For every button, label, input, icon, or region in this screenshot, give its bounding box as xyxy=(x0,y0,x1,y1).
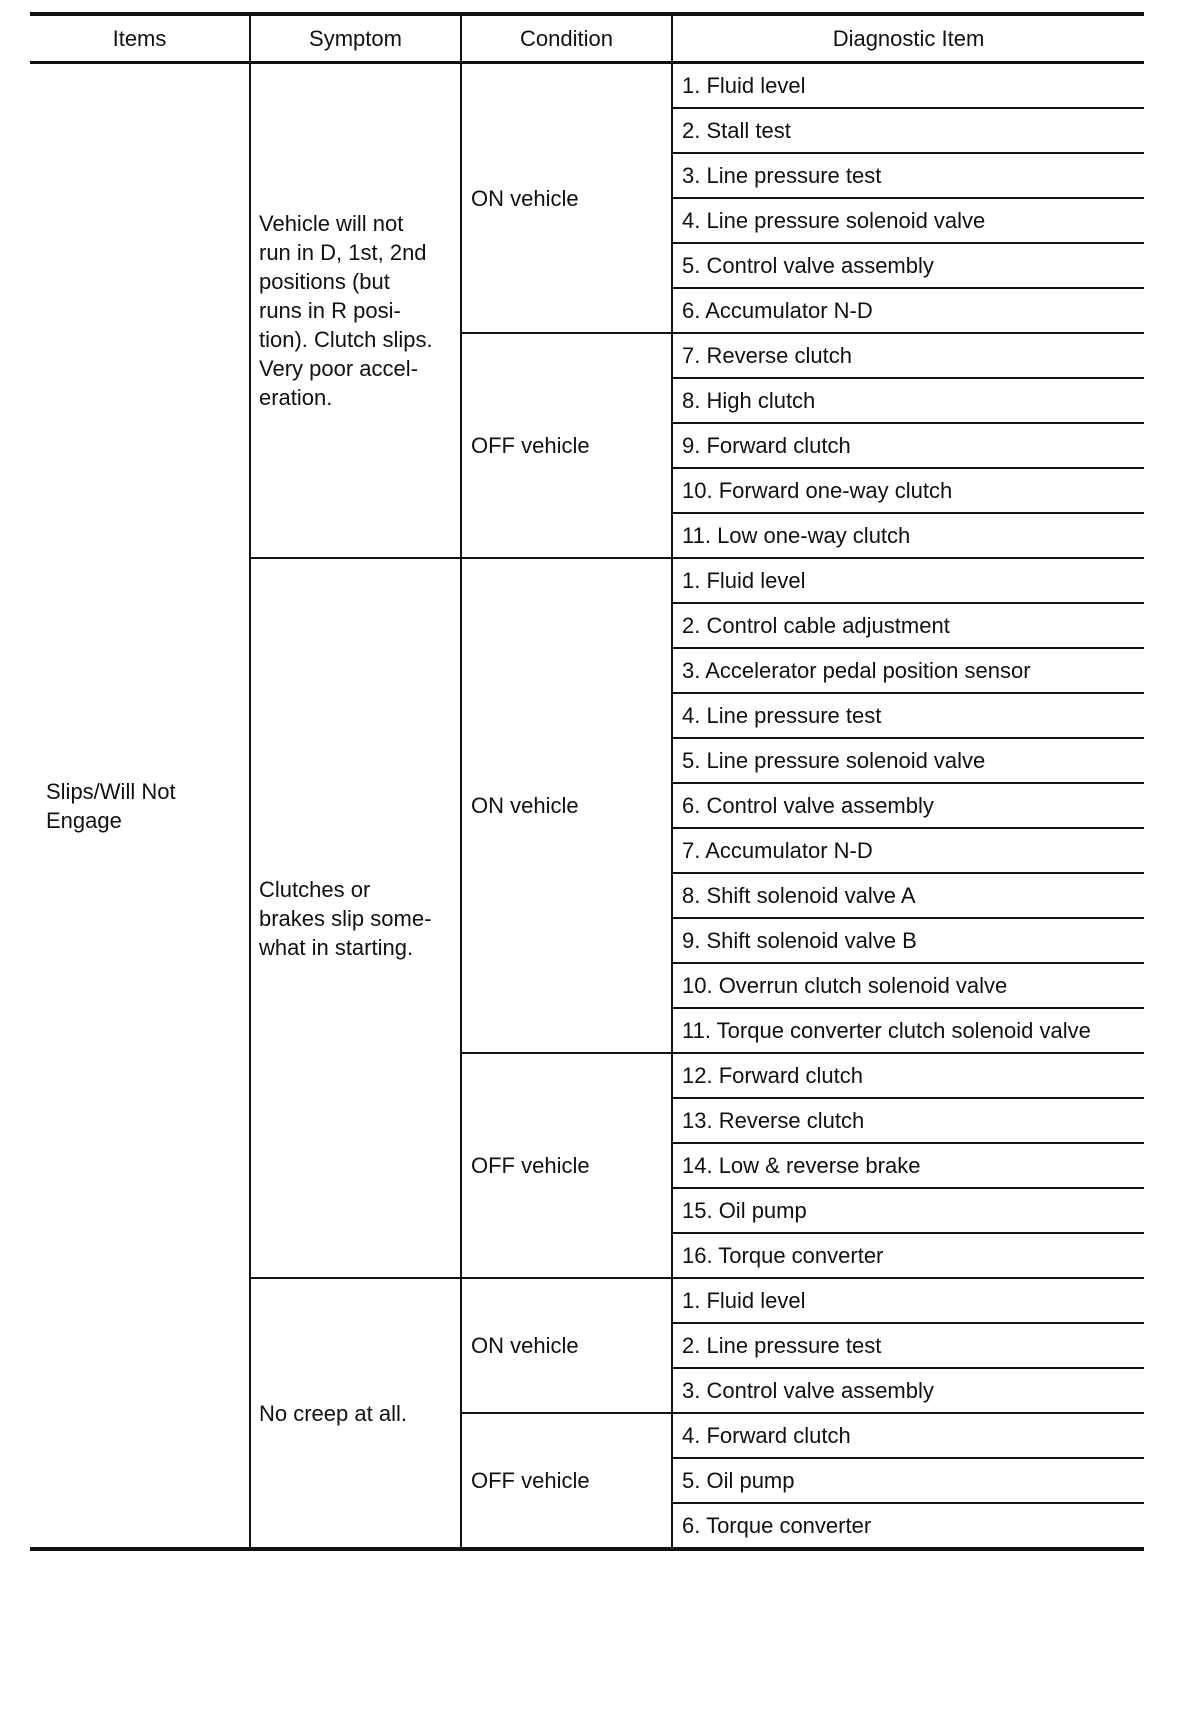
symptom-cell xyxy=(250,558,461,1278)
diagnostic-item-cell: 10. Overrun clutch solenoid valve xyxy=(672,963,1144,1008)
diagnostic-item-cell: 8. Shift solenoid valve A xyxy=(672,873,1144,918)
diagnostic-item-cell: 16. Torque converter xyxy=(672,1233,1144,1278)
diagnostic-item-cell: 15. Oil pump xyxy=(672,1188,1144,1233)
diagnostic-item-cell: 5. Line pressure solenoid valve xyxy=(672,738,1144,783)
diagnostic-item-cell: 7. Accumulator N-D xyxy=(672,828,1144,873)
diagnostic-item-cell: 3. Accelerator pedal position sensor xyxy=(672,648,1144,693)
symptom-line: runs in R posi- xyxy=(259,298,401,323)
diagnostic-item-cell: 2. Stall test xyxy=(672,108,1144,153)
header-condition: Condition xyxy=(461,14,672,63)
diagnostic-item-cell: 9. Forward clutch xyxy=(672,423,1144,468)
diagnostic-item-cell: 8. High clutch xyxy=(672,378,1144,423)
diagnostic-item-cell: 4. Forward clutch xyxy=(672,1413,1144,1458)
diagnostic-item-cell: 4. Line pressure test xyxy=(672,693,1144,738)
symptom-line: what in starting. xyxy=(259,934,414,960)
diagnostic-item-cell: 9. Shift solenoid valve B xyxy=(672,918,1144,963)
symptom-line: eration. xyxy=(259,385,333,410)
diagnostic-item-cell: 2. Control cable adjustment xyxy=(672,603,1144,648)
symptom-line: Very poor accel- xyxy=(259,356,418,381)
condition-cell: ON vehicle xyxy=(461,63,672,334)
header-row xyxy=(30,14,1144,63)
diagnostic-item-cell: 6. Accumulator N-D xyxy=(672,288,1144,333)
diagnostic-item-cell: 5. Oil pump xyxy=(672,1458,1144,1503)
symptom-cell xyxy=(250,63,461,559)
diagnostic-item-cell: 1. Fluid level xyxy=(672,1278,1144,1323)
symptom-line: tion). Clutch slips. xyxy=(259,327,433,352)
diagnostic-item-cell: 11. Low one-way clutch xyxy=(672,513,1144,558)
diagnostic-item-cell: 2. Line pressure test xyxy=(672,1323,1144,1368)
condition-cell: ON vehicle xyxy=(461,1278,672,1413)
condition-cell: OFF vehicle xyxy=(461,333,672,558)
diagnostic-item-cell: 6. Torque converter xyxy=(672,1503,1144,1549)
item-label: Slips/Will Not Engage xyxy=(46,778,176,833)
diagnostic-table xyxy=(30,12,1144,1551)
symptom-line: positions (but xyxy=(259,269,390,294)
condition-cell: ON vehicle xyxy=(461,558,672,1053)
diagnostic-item-cell: 12. Forward clutch xyxy=(672,1053,1144,1098)
diagnostic-item-cell: 13. Reverse clutch xyxy=(672,1098,1144,1143)
table-row xyxy=(30,63,1144,109)
diagnostic-item-cell: 10. Forward one-way clutch xyxy=(672,468,1144,513)
symptom-line: Vehicle will not xyxy=(259,211,404,236)
symptom-cell xyxy=(250,1278,461,1549)
diagnostic-item-cell: 3. Control valve assembly xyxy=(672,1368,1144,1413)
symptom-line: run in D, 1st, 2nd xyxy=(259,240,427,265)
diagnostic-item-cell: 4. Line pressure solenoid valve xyxy=(672,198,1144,243)
header-diagnostic-item: Diagnostic Item xyxy=(672,14,1144,63)
diagnostic-item-cell: 14. Low & reverse brake xyxy=(672,1143,1144,1188)
diagnostic-item-cell: 1. Fluid level xyxy=(672,63,1144,109)
header-items: Items xyxy=(30,14,250,63)
diagnostic-item-cell: 3. Line pressure test xyxy=(672,153,1144,198)
condition-cell: OFF vehicle xyxy=(461,1053,672,1278)
diagnostic-item-cell: 11. Torque converter clutch solenoid valve xyxy=(672,1008,1144,1053)
table-body xyxy=(30,63,1144,1550)
items-cell xyxy=(30,63,250,1550)
symptom-line: No creep at all. xyxy=(259,1400,407,1426)
diagnostic-item-cell: 5. Control valve assembly xyxy=(672,243,1144,288)
diagnostic-item-cell: 6. Control valve assembly xyxy=(672,783,1144,828)
diagnostic-item-cell: 1. Fluid level xyxy=(672,558,1144,603)
diagnostic-item-cell: 7. Reverse clutch xyxy=(672,333,1144,378)
header-symptom: Symptom xyxy=(250,14,461,63)
symptom-line: brakes slip some- xyxy=(259,905,432,931)
condition-cell: OFF vehicle xyxy=(461,1413,672,1549)
symptom-line: Clutches or xyxy=(259,876,371,902)
